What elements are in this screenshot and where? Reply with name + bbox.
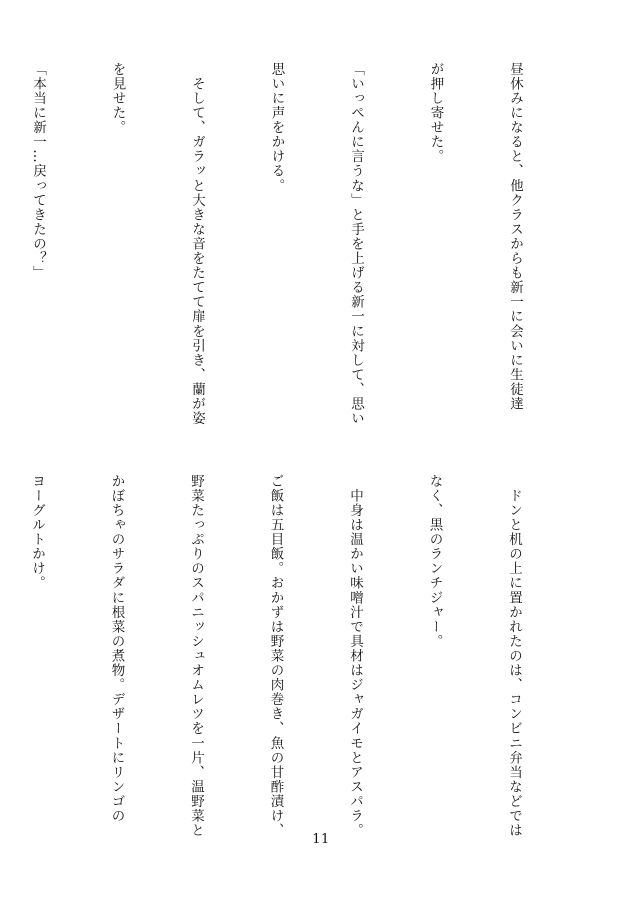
page-number: 11	[312, 832, 330, 847]
text-line: を見せた。	[109, 62, 126, 135]
upper-text-block	[30, 62, 581, 426]
text-line: そして、ガラッと大きな音をたてて扉を引き、蘭が姿	[189, 62, 205, 426]
text-line: 中身は温かい味噌汁で具材はジャガイモとアスパラ。	[347, 474, 363, 838]
text-line: なく、黒のランチジャー。	[426, 474, 443, 649]
text-line: ご飯は五目飯。おかずは野菜の肉巻き、魚の甘酢漬け、	[267, 474, 284, 838]
text-line: 昼休みになると、他クラスからも新一に会いに生徒達	[507, 62, 523, 412]
text-line: 野菜たっぷりのスパニッシュオムレツを一片、温野菜と	[188, 474, 204, 838]
text-line: が押し寄せた。	[427, 62, 444, 164]
text-line: 「いっぺんに言うな」と手を上げる新一に対して、思い	[348, 62, 364, 426]
lower-text-block	[29, 474, 580, 838]
text-line: ヨーグルトかけ。	[29, 474, 45, 591]
text-line: 「本当に新一…戻ってきたの？」	[30, 62, 46, 281]
text-line: ドンと机の上に置かれたのは、コンビニ弁当などでは	[506, 474, 522, 838]
text-line: 思いに声をかける。	[268, 62, 285, 193]
text-line: かぼちゃのサラダに根菜の煮物。デザートにリンゴの	[108, 474, 125, 824]
